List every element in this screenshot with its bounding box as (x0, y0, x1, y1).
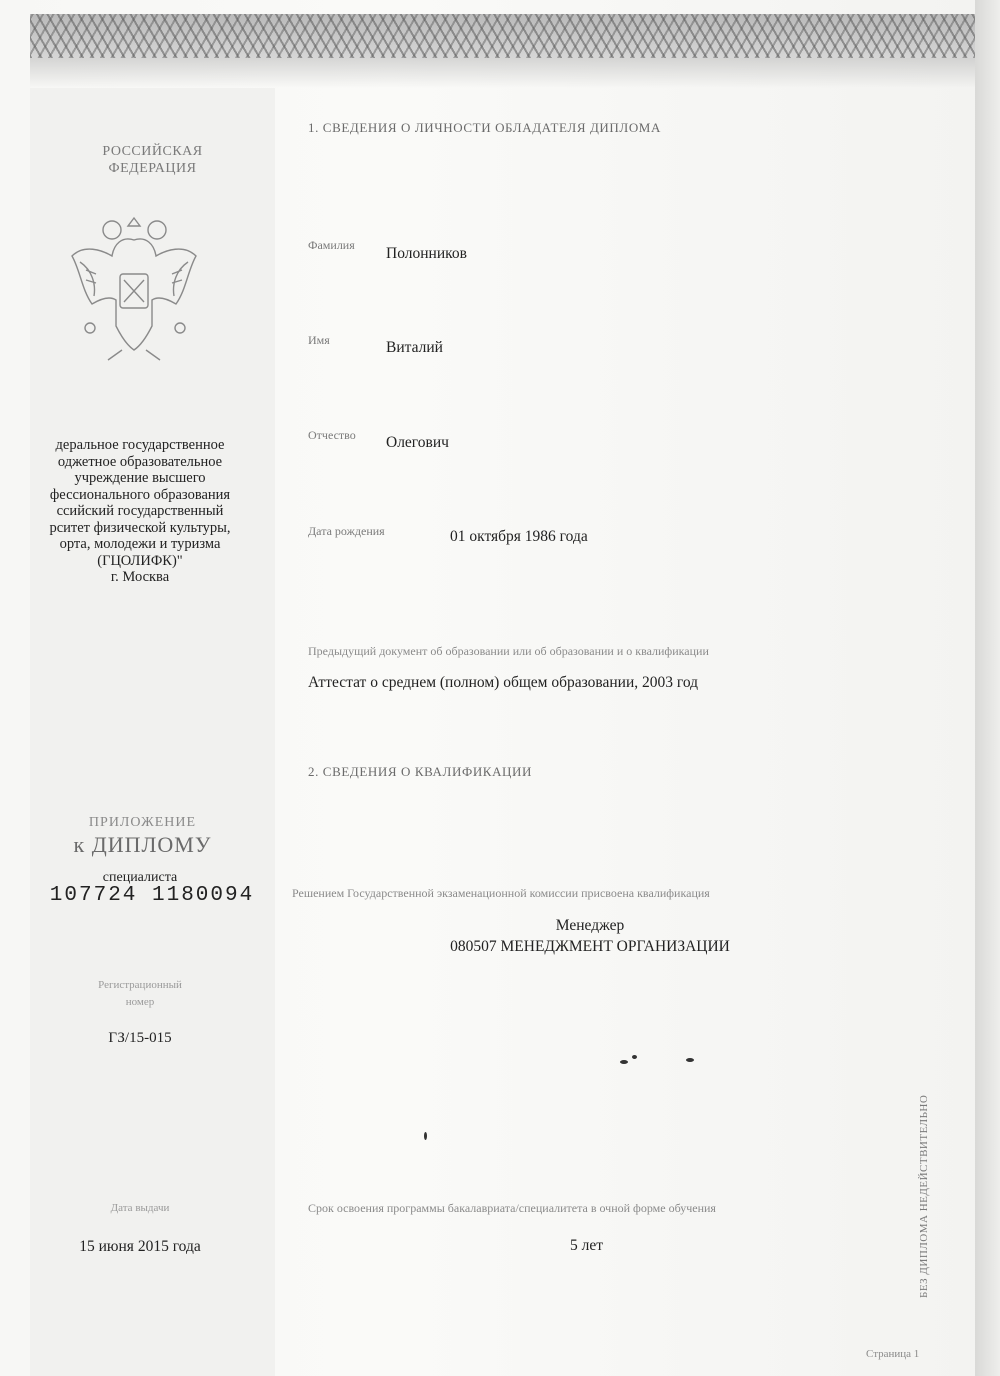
prev-doc-label: Предыдущий документ об образовании или об образовании и о квалификации (308, 644, 709, 658)
org-line: (ГЦОЛИФК)" (97, 552, 183, 569)
reg-number-label (70, 977, 210, 1011)
org-city: г. Москва (110, 569, 170, 585)
prev-doc-value: Аттестат о среднем (полном) общем образовании, 2003 год (308, 674, 699, 691)
duration-label: Срок освоения программы бакалавриата/специалитета в очной форме обучения (308, 1201, 716, 1215)
org-line: фессионального образования (49, 486, 231, 503)
coat-of-arms-icon (62, 200, 207, 365)
ink-smudge (686, 1058, 694, 1062)
qualification: Менеджер (555, 917, 625, 934)
country-line-2: ФЕДЕРАЦИЯ (108, 161, 197, 176)
ink-smudge (632, 1055, 637, 1059)
section-2-heading: 2. СВЕДЕНИЯ О КВАЛИФИКАЦИИ (308, 764, 533, 779)
degree-level: специалиста (102, 870, 178, 885)
issue-date-label: Дата выдачи (110, 1202, 170, 1214)
section-1-heading: 1. СВЕДЕНИЯ О ЛИЧНОСТИ ОБЛАДАТЕЛЯ ДИПЛОМА (308, 120, 661, 135)
ink-smudge (620, 1060, 628, 1064)
reg-number: ГЗ/15-015 (108, 1030, 172, 1046)
org-line: ссийский государственный (56, 503, 224, 519)
appendix-title: ПРИЛОЖЕНИЕ (88, 815, 197, 830)
country-line-1: РОССИЙСКАЯ (102, 144, 203, 159)
patronymic-label: Отчество (308, 428, 356, 442)
guilloche-border (30, 14, 975, 58)
org-line: орта, молодежи и туризма (59, 536, 221, 552)
serial-number: 107724 1180094 (49, 884, 255, 907)
birth-date-value: 01 октября 1986 года (450, 528, 588, 545)
ink-smudge (424, 1132, 427, 1140)
reg-label-line-2: номер (125, 996, 155, 1008)
guilloche-fade (30, 58, 975, 88)
birth-date-label: Дата рождения (308, 524, 385, 538)
reg-label-line-1: Регистрационный (98, 979, 182, 991)
org-line: деральное государственное (55, 437, 225, 453)
side-note: БЕЗ ДИПЛОМА НЕДЕЙСТВИТЕЛЬНО (918, 1094, 930, 1298)
surname-value: Полонников (386, 245, 467, 262)
org-line: учреждение высшего (74, 470, 206, 486)
appendix-subtitle: к ДИПЛОМУ (73, 832, 212, 857)
organization-name (20, 437, 260, 586)
duration-value: 5 лет (570, 1237, 604, 1254)
country-name (80, 143, 225, 177)
name-value: Виталий (386, 339, 443, 356)
page-mark: Страница 1 (866, 1348, 920, 1360)
patronymic-value: Олегович (386, 434, 449, 451)
commission-decision: Решением Государственной экзаменационной комиссии присвоена квалификация (292, 886, 710, 900)
org-line: рситет физической культуры, (49, 519, 231, 536)
specialty: 080507 МЕНЕДЖМЕНТ ОРГАНИЗАЦИИ (450, 938, 730, 955)
name-label: Имя (308, 333, 330, 347)
surname-label: Фамилия (308, 238, 355, 252)
issue-date: 15 июня 2015 года (79, 1238, 201, 1255)
org-line: оджетное образовательное (57, 453, 223, 470)
page-edge (975, 0, 1000, 1376)
